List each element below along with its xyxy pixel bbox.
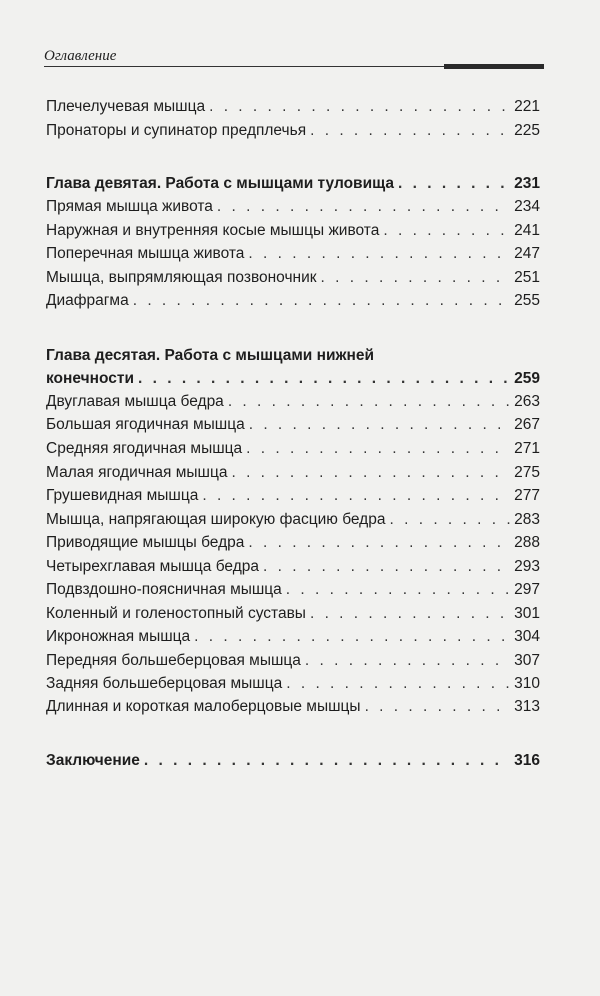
chapter-title-line1: Глава десятая. Работа с мышцами нижней — [46, 347, 375, 364]
entry-page: 247 — [514, 245, 540, 262]
toc-entry — [46, 119, 540, 141]
toc-entry — [46, 289, 540, 311]
chapter-title-line2: конечности — [46, 370, 134, 387]
toc-entry — [46, 437, 540, 459]
entry-title: Приводящие мышцы бедра — [46, 534, 245, 551]
entry-title: Мышца, выпрямляющая позвоночник — [46, 269, 317, 286]
toc-entry — [46, 195, 540, 217]
entry-page: 263 — [514, 393, 540, 410]
running-header: Оглавление — [44, 48, 117, 64]
entry-page: 293 — [514, 558, 540, 575]
entry-page: 301 — [514, 605, 540, 622]
entry-page: 275 — [514, 464, 540, 481]
entry-page: 251 — [514, 269, 540, 286]
entry-page: 271 — [514, 440, 540, 457]
entry-title: Средняя ягодичная мышца — [46, 440, 243, 457]
entry-title: Четырехглавая мышца бедра — [46, 558, 259, 575]
entry-page: 304 — [514, 628, 540, 645]
entry-page: 267 — [514, 416, 540, 433]
entry-title: Малая ягодичная мышца — [46, 464, 228, 481]
entry-page: 221 — [514, 98, 540, 115]
entry-title: Пронаторы и супинатор предплечья — [46, 122, 307, 139]
toc-entry — [46, 531, 540, 553]
entry-title: Задняя большеберцовая мышца — [46, 675, 283, 692]
chapter-heading — [46, 367, 540, 389]
entry-page: 241 — [514, 222, 540, 239]
toc-entry — [46, 578, 540, 600]
toc-entry — [46, 484, 540, 506]
entry-title: Поперечная мышца живота — [46, 245, 245, 262]
entry-title: Подвздошно-поясничная мышца — [46, 581, 282, 598]
conclusion-page: 316 — [514, 752, 540, 769]
toc-entry — [46, 95, 540, 117]
toc-entry — [46, 461, 540, 483]
chapter-heading — [46, 172, 540, 194]
toc-entry — [46, 242, 540, 264]
entry-page: 225 — [514, 122, 540, 139]
entry-title: Наружная и внутренняя косые мышцы живота — [46, 222, 380, 239]
entry-title: Мышца, напрягающая широкую фасцию бедра — [46, 511, 386, 528]
entry-title: Икроножная мышца — [46, 628, 191, 645]
entry-page: 313 — [514, 698, 540, 715]
chapter-title: Глава девятая. Работа с мышцами туловища — [46, 175, 394, 192]
entry-title: Передняя большеберцовая мышца — [46, 652, 301, 669]
conclusion-heading — [46, 749, 540, 771]
conclusion-title: Заключение — [46, 752, 140, 769]
toc-entry — [46, 266, 540, 288]
toc-entry — [46, 625, 540, 647]
entry-page: 288 — [514, 534, 540, 551]
entry-page: 307 — [514, 652, 540, 669]
header-bar — [444, 64, 544, 69]
toc-entry — [46, 672, 540, 694]
chapter-page: 231 — [514, 175, 540, 192]
entry-title: Коленный и голеностопный суставы — [46, 605, 306, 622]
entry-page: 234 — [514, 198, 540, 215]
entry-page: 277 — [514, 487, 540, 504]
toc-entry — [46, 602, 540, 624]
entry-title: Диафрагма — [46, 292, 129, 309]
toc-entry — [46, 649, 540, 671]
entry-page: 297 — [514, 581, 540, 598]
entry-title: Длинная и короткая малоберцовые мышцы — [46, 698, 361, 715]
toc-entry — [46, 413, 540, 435]
toc-entry — [46, 508, 540, 530]
chapter-page: 259 — [514, 370, 540, 387]
toc-entry — [46, 555, 540, 577]
entry-title: Плечелучевая мышца — [46, 98, 206, 115]
entry-title: Грушевидная мышца — [46, 487, 199, 504]
entry-page: 283 — [514, 511, 540, 528]
entry-title: Прямая мышца живота — [46, 198, 213, 215]
entry-title: Двуглавая мышца бедра — [46, 393, 224, 410]
toc-entry — [46, 695, 540, 717]
toc-entry — [46, 390, 540, 412]
entry-page: 310 — [514, 675, 540, 692]
toc-entry — [46, 219, 540, 241]
entry-title: Большая ягодичная мышца — [46, 416, 245, 433]
entry-page: 255 — [514, 292, 540, 309]
